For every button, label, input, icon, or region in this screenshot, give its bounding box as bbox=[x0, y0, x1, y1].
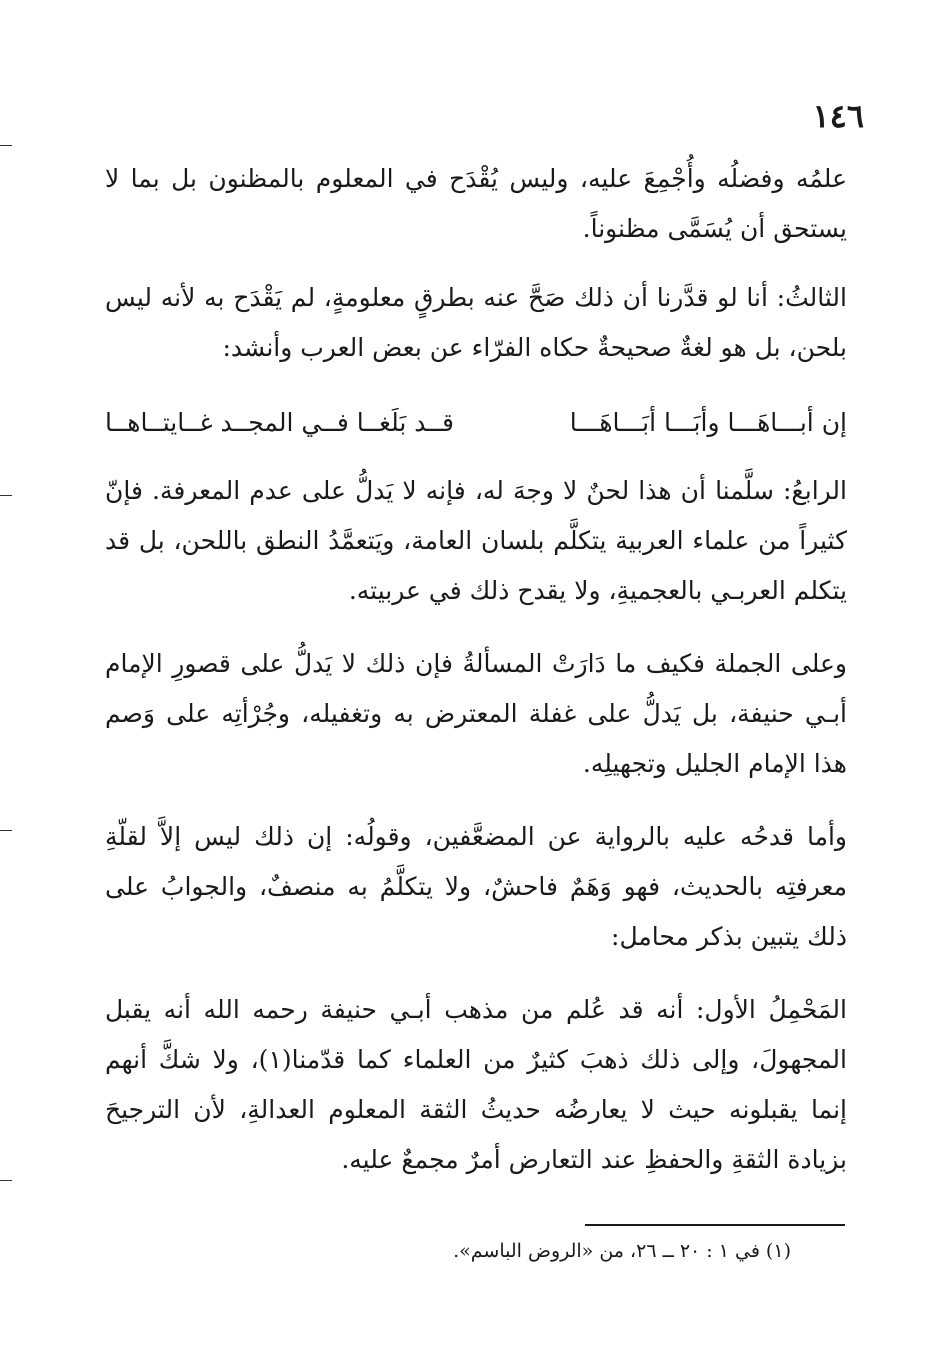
paragraph-narration-critique: وأما قدحُه عليه بالرواية عن المضعَّفين، وقولُه: إن ذلك ليس إلاَّ لقلّةِ معرفتِه بالحديث، فهو وَهَمٌ فاحشٌ، ولا يتكلَّمُ به منصفٌ، والجوابُ على ذلك يتبين بذكر محامل: bbox=[105, 822, 847, 951]
paragraph-third-point: الثالثُ: أنا لو قدَّرنا أن ذلك صَحَّ عنه بطرقٍ معلومةٍ، لم يَقْدَح به لأنه ليس بلحن، بل هو لغةٌ صحيحةٌ حكاه الفرّاء عن بعض العرب وأنشد: bbox=[105, 283, 847, 362]
verse-first-hemistich: إن أبـــاهَـــا وأبَـــا أبَـــاهَـــا bbox=[569, 408, 847, 437]
poetry-verse bbox=[105, 398, 847, 448]
paragraph-fourth-point: الرابعُ: سلَّمنا أن هذا لحنٌ لا وجهَ له، فإنه لا يَدلُّ على عدم المعرفة. فإنّ كثيراً من علماء العربية يتكلَّم بلسان العامة، ويَتعمَّدُ النطق باللحن، بل قد يتكلم العربـي بالعجميةِ، ولا يقدح ذلك في عربيته. bbox=[105, 476, 847, 605]
scan-edge-mark bbox=[0, 495, 12, 496]
paragraph-summary: وعلى الجملة فكيف ما دَارَتْ المسألةُ فإن ذلك لا يَدلُّ على قصورِ الإمام أبـي حنيفة، بل يَدلُّ على غفلة المعترض به وتغفيله، وجُرْأتِه على وَصم هذا الإمام الجليل وتجهيلِه. bbox=[105, 649, 847, 778]
paragraph-first-interpretation: المَحْمِلُ الأول: أنه قد عُلم من مذهب أبـي حنيفة رحمه الله أنه يقبل المجهولَ، وإلى ذلك ذهبَ كثيرٌ من العلماء كما قدّمنا(١)، ولا شكَّ أنهم إنما يقبلونه حيث لا يعارضُه حديثُ الثقة المعلوم العدالةِ، لأن الترجيحَ بزيادة الثقةِ والحفظِ عند التعارض أمرٌ مجمعٌ عليه. bbox=[105, 995, 847, 1174]
page-number: ١٤٦ bbox=[812, 97, 864, 135]
scan-edge-mark bbox=[0, 830, 12, 831]
scan-edge-mark bbox=[0, 145, 12, 146]
verse-second-hemistich: قــد بَلَغــا فــي المجــد غــايتــاهــا bbox=[105, 408, 454, 437]
footnote-divider bbox=[585, 1224, 845, 1226]
footnote: (١) في ١ : ٢٠ ــ ٢٦، من «الروض الباسم». bbox=[453, 1240, 791, 1262]
scan-edge-mark bbox=[0, 1180, 12, 1181]
paragraph-continuation: علمُه وفضلُه وأُجْمِعَ عليه، وليس يُقْدَح في المعلوم بالمظنون بل بما لا يستحق أن يُسَمَّى مظنوناً. bbox=[105, 164, 847, 243]
